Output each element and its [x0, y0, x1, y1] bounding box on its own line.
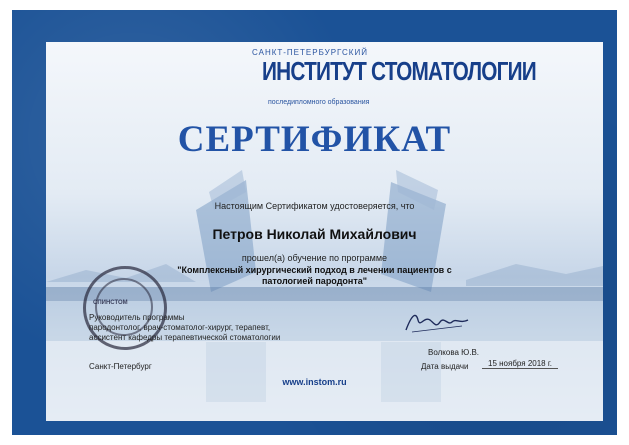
- logo-top-text: САНКТ-ПЕТЕРБУРГСКИЙ: [252, 48, 368, 57]
- logo-subtitle: последипломного образования: [268, 99, 370, 106]
- city-label: Санкт-Петербург: [89, 362, 152, 371]
- training-text: прошел(а) обучение по программе: [241, 253, 388, 263]
- certificate-title: СЕРТИФИКАТ: [177, 119, 452, 160]
- issue-date-value: 15 ноября 2018 г.: [482, 359, 558, 369]
- program-title-line-1: "Комплексный хирургический подход в лечении пациентов с: [177, 265, 452, 275]
- signatory-line-1: Руководитель программы: [89, 313, 185, 322]
- issue-date-label: Дата выдачи: [421, 362, 469, 371]
- institute-logo: ИНСТИТУТ СТОМАТОЛОГИИ: [262, 56, 536, 86]
- issuer-name: Волкова Ю.В.: [428, 348, 480, 357]
- website-link: www.instom.ru: [282, 377, 347, 387]
- recipient-name: Петров Николай Михайлович: [212, 226, 417, 242]
- handwritten-signature: [402, 308, 472, 338]
- signatory-line-2: пародонтолог, врач-стоматолог-хирург, терапевт,: [89, 323, 271, 332]
- stamp-text: СПИНСТОМ: [93, 300, 128, 306]
- signatory-line-3: ассистент кафедры терапевтической стоматологии: [89, 333, 281, 342]
- signatory-block: [89, 313, 280, 343]
- program-title-line-2: патологией пародонта": [261, 276, 368, 286]
- certification-text: Настоящим Сертификатом удостоверяется, что: [214, 201, 415, 211]
